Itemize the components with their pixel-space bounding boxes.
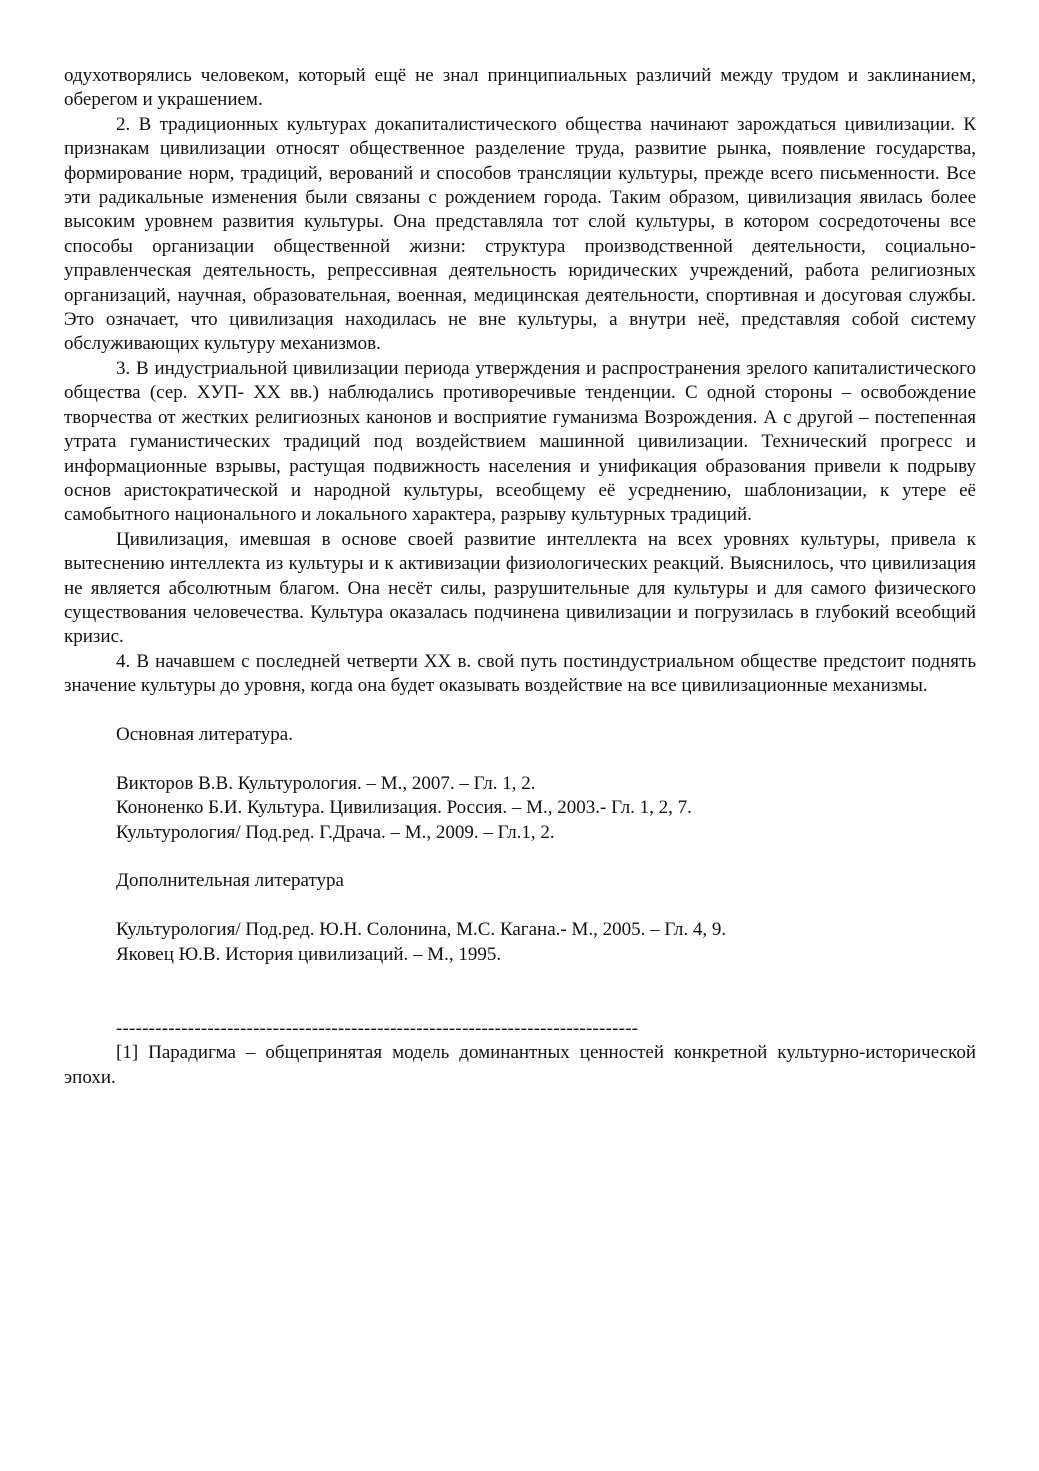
- spacer: [116, 894, 976, 918]
- spacer: [64, 699, 976, 723]
- paragraph-2-traditional-cultures: 2. В традиционных культурах докапиталистического общества начинают зарождаться цивилизации. К признакам цивилизации относят общественное разделение труда, развитие рынка, появление государства, формирование норм, традиций, верований и способов трансляции культуры, прежде всего письменности. Все эти радикальные изменения были связаны с рождением города. Таким образом, цивилизация явилась более высоким уровнем развития культуры. Она представляла тот слой культуры, в котором сосредоточены все способы организации общественной жизни: структура производственной деятельности, социально-управленческая деятельность, репрессивная деятельность юридических учреждений, работа религиозных организаций, научная, образовательная, военная, медицинская деятельности, спортивная и досуговая службы. Это означает, что цивилизация находилась не вне культуры, а внутри неё, представляя собой систему обслуживающих культуру механизмов.: [64, 113, 976, 355]
- paragraph-3-industrial-civilization: 3. В индустриальной цивилизации периода утверждения и распространения зрелого капиталистического общества (сер. ХУП- XX вв.) наблюдались противоречивые тенденции. С одной стороны – освобождение творчества от жестких религиозных канонов и восприятие гуманизма Возрождения. А с другой – постепенная утрата гуманистических традиций под воздействием машинной цивилизации. Технический прогресс и информационные взрывы, растущая подвижность населения и унификация образования привели к подрыву основ аристократической и народной культуры, всеобщему её усреднению, шаблонизации, к утере её самобытного национального и локального характера, разрыву культурных традиций.: [64, 357, 976, 526]
- additional-literature-section: [64, 869, 976, 967]
- additional-literature-item: Яковец Ю.В. История цивилизаций. – М., 1995.: [116, 943, 502, 965]
- paragraph-4-postindustrial-society: 4. В начавшем с последней четверти XX в. свой путь постиндустриальном обществе предстоит поднять значение культуры до уровня, когда она будет оказывать воздействие на все цивилизационные механизмы.: [64, 650, 976, 697]
- spacer: [64, 967, 976, 1017]
- main-literature-item: Викторов В.В. Культурология. – М., 2007. – Гл. 1, 2.: [116, 772, 536, 794]
- main-literature-heading: Основная литература.: [116, 723, 293, 745]
- document-page: [64, 64, 976, 1090]
- main-literature-item: Кононенко Б.И. Культура. Цивилизация. Россия. – М., 2003.- Гл. 1, 2, 7.: [116, 797, 692, 819]
- paragraph-intro-continuation: одухотворялись человеком, который ещё не знал принципиальных различий между трудом и заклинанием, оберегом и украшением.: [64, 65, 976, 111]
- additional-literature-item: Культурология/ Под.ред. Ю.Н. Солонина, М.С. Кагана.- М., 2005. – Гл. 4, 9.: [116, 919, 727, 941]
- paragraph-3-civilization-crisis: Цивилизация, имевшая в основе своей развитие интеллекта на всех уровнях культуры, привела к вытеснению интеллекта из культуры и к активизации физиологических реакций. Выяснилось, что цивилизация не является абсолютным благом. Она несёт силы, разрушительные для культуры и для самого физического существования человечества. Культура оказалась подчинена цивилизации и погрузилась в глубокий всеобщий кризис.: [64, 528, 976, 648]
- footnote-separator: --------------------------------------------------------------------------------: [116, 1017, 639, 1039]
- footnote-text: [1] Парадигма – общепринятая модель доминантных ценностей конкретной культурно-исторической эпохи.: [64, 1042, 976, 1088]
- additional-literature-heading: Дополнительная литература: [116, 870, 344, 892]
- main-literature-section: [64, 723, 976, 845]
- spacer: [64, 845, 976, 869]
- main-literature-item: Культурология/ Под.ред. Г.Драча. – М., 2009. – Гл.1, 2.: [116, 821, 555, 843]
- spacer: [116, 747, 976, 771]
